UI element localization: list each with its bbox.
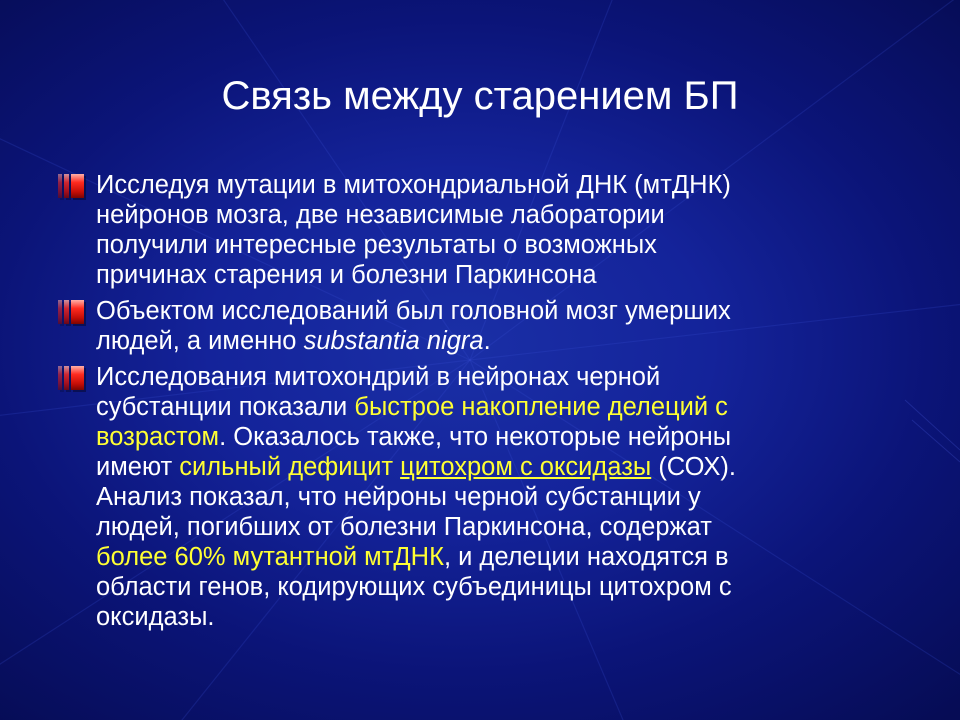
text-line: нейронов мозга, две независимые лаборатории bbox=[96, 201, 665, 229]
text-run: имеют bbox=[96, 453, 180, 481]
slide-title: Связь между старением БП bbox=[221, 74, 739, 118]
text-line bbox=[96, 326, 908, 356]
highlighted-text: возрастом bbox=[96, 423, 220, 451]
text-run: людей, а именно bbox=[96, 327, 304, 355]
text-line: Анализ показал, что нейроны черной субстанции у bbox=[96, 483, 701, 511]
text-line: Исследуя мутации в митохондриальной ДНК (мтДНК) bbox=[96, 171, 731, 199]
text-run: . Оказалось также, что некоторые нейроны bbox=[219, 423, 732, 451]
text-line: области генов, кодирующих субъединицы цитохром с bbox=[96, 573, 732, 601]
text-line bbox=[96, 542, 908, 572]
text-line: людей, погибших от болезни Паркинсона, содержат bbox=[96, 513, 712, 541]
text-line: Объектом исследований был головной мозг умерших bbox=[96, 297, 731, 325]
bullet-list bbox=[58, 170, 908, 638]
text-run: . bbox=[483, 327, 491, 355]
bullet-item-2 bbox=[58, 296, 908, 356]
red-gradient-bars-icon bbox=[58, 300, 88, 324]
text-line bbox=[96, 392, 908, 422]
text-line bbox=[96, 422, 908, 452]
red-gradient-bars-icon bbox=[58, 174, 88, 198]
bullet-text-2 bbox=[96, 296, 908, 356]
bullet-item-1 bbox=[58, 170, 908, 290]
text-line: причинах старения и болезни Паркинсона bbox=[96, 261, 597, 289]
highlighted-text: сильный дефицит bbox=[179, 453, 394, 481]
bullet-text-3 bbox=[96, 362, 908, 632]
text-line bbox=[96, 452, 908, 482]
latin-term: substantia nigra bbox=[303, 327, 484, 355]
underlined-highlighted-text: цитохром с оксидазы bbox=[400, 453, 652, 481]
highlighted-text: более 60% мутантной мтДНК bbox=[96, 543, 444, 571]
bullet-item-3 bbox=[58, 362, 908, 632]
red-gradient-bars-icon bbox=[58, 366, 88, 390]
text-run: , и делеции находятся в bbox=[443, 543, 729, 571]
text-run: (СОХ). bbox=[651, 453, 736, 481]
text-line: получили интересные результаты о возможных bbox=[96, 231, 657, 259]
text-line: Исследования митохондрий в нейронах черной bbox=[96, 363, 661, 391]
highlighted-text: быстрое накопление делеций с bbox=[354, 393, 728, 421]
bullet-text-1 bbox=[96, 170, 908, 290]
text-line: оксидазы. bbox=[96, 603, 215, 631]
text-run: субстанции показали bbox=[96, 393, 355, 421]
